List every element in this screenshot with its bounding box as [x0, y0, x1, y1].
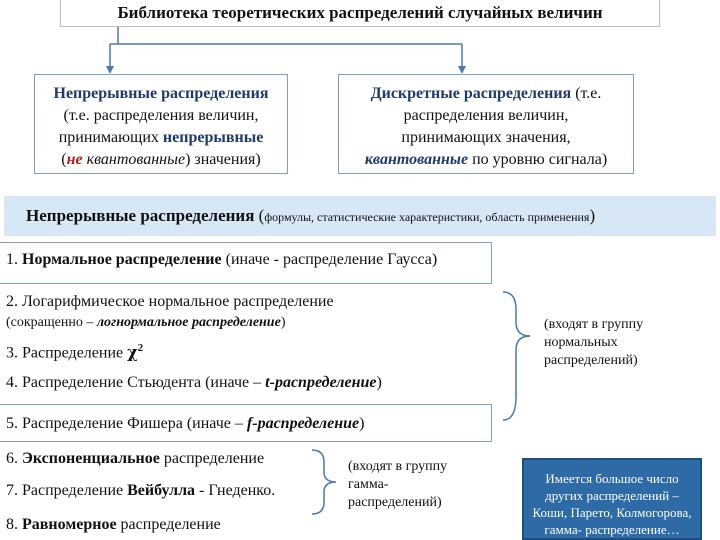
section-heading: Непрерывные распределения (формулы, статистические характеристики, область применения) [4, 196, 716, 236]
discrete-box-line: квантованные по уровню сигнала) [364, 151, 608, 168]
continuous-box-line: принимающих непрерывные [58, 129, 264, 146]
item-weibull: 7. Распределение Вейбулла - Гнеденко. [6, 482, 276, 499]
discrete-box-line: распределения величин, [403, 107, 569, 124]
item-lognormal-sub: (сокращенно – логнормальное распределение) [6, 315, 286, 330]
continuous-box-line: (не квантованные) значения) [61, 151, 261, 168]
discrete-box [338, 74, 634, 174]
item-student: 4. Распределение Стьюдента (иначе – t-распределение) [6, 374, 382, 391]
discrete-box-line: принимающих значения, [401, 129, 571, 146]
item-exponential: 6. Экспоненциальное распределение [6, 450, 265, 467]
brace-gamma [312, 450, 336, 514]
other-distributions-box: Имеется большое число других распределений – Коши, Парето, Колмогорова, гамма- распределение… [522, 458, 702, 540]
item-uniform: 8. Равномерное распределение [6, 516, 221, 533]
item-lognormal: 2. Логарифмическое нормальное распределение [6, 293, 334, 310]
discrete-box-heading: Дискретные распределения (т.е. [370, 85, 602, 102]
item-normal: 1. Нормальное распределение (иначе - распределение Гаусса) [6, 251, 438, 268]
brace-normal [503, 292, 530, 420]
note-normal-group: (входят в группу нормальных распределений) [544, 317, 644, 368]
continuous-box-line: (т.е. распределения величин, [63, 107, 259, 124]
item-chi-square: 3. Распределение $\chi^2$ [6, 342, 144, 362]
page-title: Библиотека теоретических распределений случайных величин [60, 0, 660, 27]
item-fisher: 5. Распределение Фишера (иначе – f-распределение) [6, 415, 365, 432]
note-gamma-group: (входят в группу гамма- распределений) [348, 459, 448, 510]
continuous-box-heading: Непрерывные распределения [53, 85, 269, 102]
continuous-box [34, 74, 288, 174]
